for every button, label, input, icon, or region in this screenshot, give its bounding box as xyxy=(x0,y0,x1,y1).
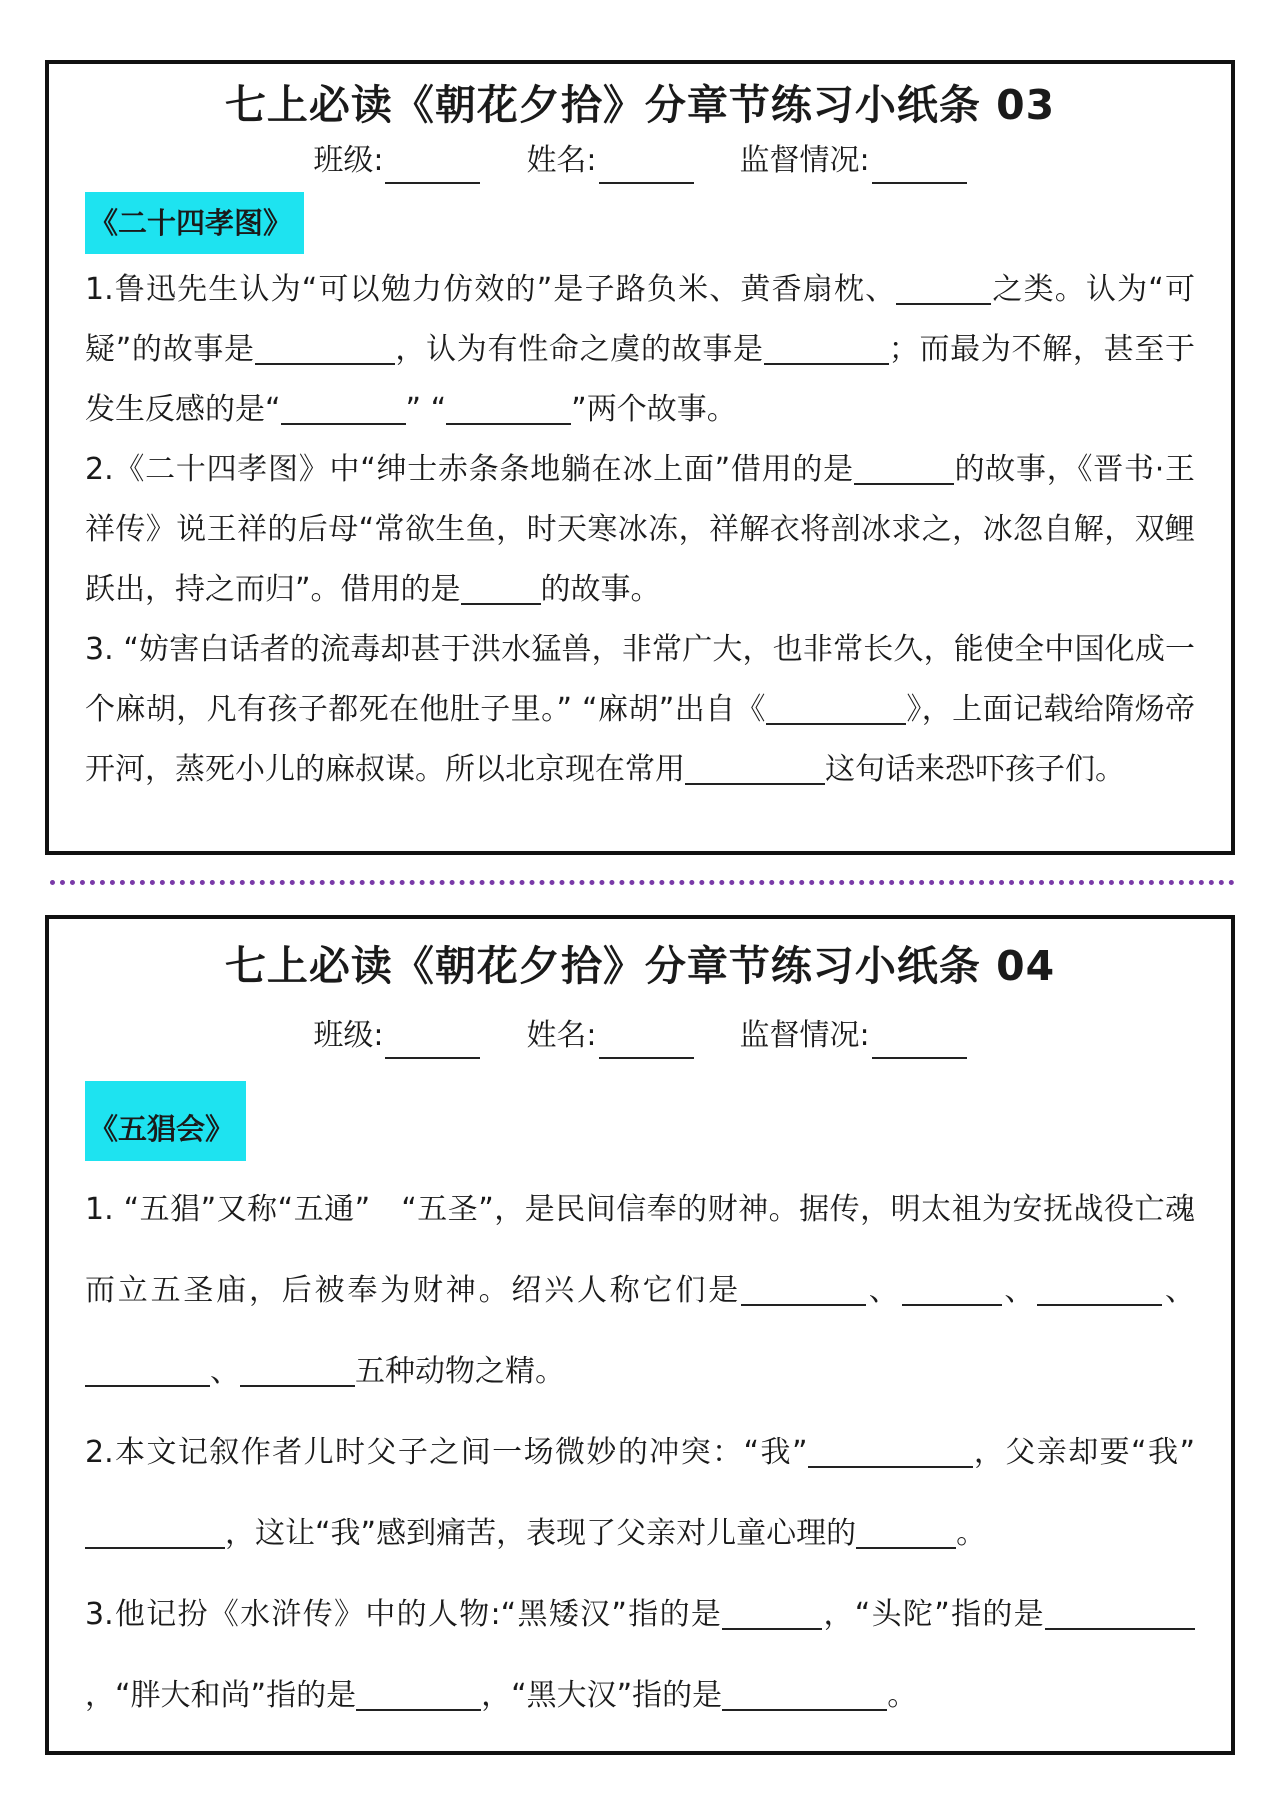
question-text: 。 xyxy=(887,1678,918,1713)
answer-blank[interactable] xyxy=(722,1677,887,1711)
worksheet-card-03 xyxy=(45,60,1235,855)
question-text: 之类。认为“可疑”的故事是 xyxy=(85,272,1195,367)
question-text: 。 xyxy=(956,1516,987,1551)
answer-blank[interactable] xyxy=(240,1353,355,1387)
question-text: ，“头陀”指的是 xyxy=(822,1597,1045,1632)
supervision-blank[interactable] xyxy=(872,1027,967,1059)
class-blank[interactable] xyxy=(385,1027,480,1059)
answer-blank[interactable] xyxy=(446,391,571,425)
question-text: 五种动物之精。 xyxy=(355,1354,565,1389)
worksheet-card-04 xyxy=(45,915,1235,1755)
student-info-row xyxy=(85,1013,1195,1059)
question-list xyxy=(85,260,1195,800)
question-text: ，这让“我”感到痛苦，表现了父亲对儿童心理的 xyxy=(225,1516,857,1551)
question-text: 、 xyxy=(210,1354,240,1389)
question-text: 3.他记扮《水浒传》中的人物:“黑矮汉”指的是 xyxy=(85,1597,723,1632)
dotted-divider xyxy=(50,880,1235,885)
answer-blank[interactable] xyxy=(764,331,889,365)
question-text: 1.鲁迅先生认为“可以勉力仿效的”是子路负米、黄香扇枕、 xyxy=(85,272,897,307)
question-text: ，“黑大汉”指的是 xyxy=(481,1678,723,1713)
answer-blank[interactable] xyxy=(902,1272,1002,1306)
question-list xyxy=(85,1169,1195,1736)
question-text: 1. “五猖”又称“五通” “五圣”，是民间信奉的财神。据传，明太祖为安抚战役亡魂而立五圣庙，后被奉为财神。绍兴人称它们是 xyxy=(85,1192,1195,1308)
question-text: 的故事。 xyxy=(540,572,661,607)
question-text: ” “ xyxy=(405,392,447,427)
class-field: 班级: xyxy=(313,1013,480,1059)
answer-blank[interactable] xyxy=(741,1272,866,1306)
question-text: 这句话来恐吓孩子们。 xyxy=(825,752,1125,787)
answer-blank[interactable] xyxy=(1045,1596,1195,1630)
question-2 xyxy=(85,440,1195,620)
answer-blank[interactable] xyxy=(85,1515,225,1549)
name-blank[interactable] xyxy=(599,152,694,184)
name-field: 姓名: xyxy=(526,138,693,184)
question-text: 》，上面记载给隋炀帝开河，蒸死小儿的麻叔谋。所以北京现在常用 xyxy=(85,692,1196,787)
worksheet-title: 七上必读《朝花夕拾》分章节练习小纸条 04 xyxy=(224,942,1056,990)
question-text: ”两个故事。 xyxy=(571,392,737,427)
question-text: ；而最为不解，甚至于发生反感的是“ xyxy=(85,332,1196,427)
question-text: 、 xyxy=(1162,1273,1196,1308)
name-blank[interactable] xyxy=(599,1027,694,1059)
answer-blank[interactable] xyxy=(356,1677,481,1711)
question-text: ，认为有性命之虞的故事是 xyxy=(394,332,764,367)
supervision-field: 监督情况: xyxy=(740,138,967,184)
question-text: ，“胖大和尚”指的是 xyxy=(85,1678,357,1713)
answer-blank[interactable] xyxy=(461,571,541,605)
answer-blank[interactable] xyxy=(896,271,991,305)
question-3 xyxy=(85,620,1195,800)
answer-blank[interactable] xyxy=(85,1353,210,1387)
question-3 xyxy=(85,1574,1195,1736)
question-text: 2.《二十四孝图》中“绅士赤条条地躺在冰上面”借用的是 xyxy=(85,452,854,487)
answer-blank[interactable] xyxy=(1037,1272,1162,1306)
answer-blank[interactable] xyxy=(255,331,395,365)
class-blank[interactable] xyxy=(385,152,480,184)
supervision-blank[interactable] xyxy=(872,152,967,184)
answer-blank[interactable] xyxy=(808,1434,973,1468)
question-1 xyxy=(85,1169,1195,1412)
answer-blank[interactable] xyxy=(856,1515,956,1549)
section-heading: 《二十四孝图》 xyxy=(85,192,304,254)
answer-blank[interactable] xyxy=(766,691,906,725)
question-2 xyxy=(85,1412,1195,1574)
supervision-field: 监督情况: xyxy=(740,1013,967,1059)
question-text: 的故事，《晋书·王祥传》说王祥的后母“常欲生鱼，时天寒冰冻，祥解衣将剖冰求之，冰忽自解，双鲤跃出，持之而归”。借用的是 xyxy=(85,452,1195,607)
question-text: 、 xyxy=(1001,1273,1038,1308)
question-text: 3. “妨害白话者的流毒却甚于洪水猛兽，非常广大，也非常长久，能使全中国化成一个麻胡，凡有孩子都死在他肚子里。” “麻胡”出自《 xyxy=(85,632,1195,727)
question-1 xyxy=(85,260,1195,440)
question-text: ，父亲却要“我” xyxy=(972,1435,1195,1470)
answer-blank[interactable] xyxy=(281,391,406,425)
answer-blank[interactable] xyxy=(685,751,825,785)
question-text: 、 xyxy=(866,1273,902,1308)
question-text: 2.本文记叙作者儿时父子之间一场微妙的冲突：“我” xyxy=(85,1435,808,1470)
answer-blank[interactable] xyxy=(722,1596,822,1630)
answer-blank[interactable] xyxy=(854,451,954,485)
name-field: 姓名: xyxy=(526,1013,693,1059)
worksheet-title: 七上必读《朝花夕拾》分章节练习小纸条 03 xyxy=(224,81,1056,129)
section-heading: 《五猖会》 xyxy=(85,1081,246,1161)
class-field: 班级: xyxy=(313,138,480,184)
student-info-row xyxy=(85,138,1195,184)
